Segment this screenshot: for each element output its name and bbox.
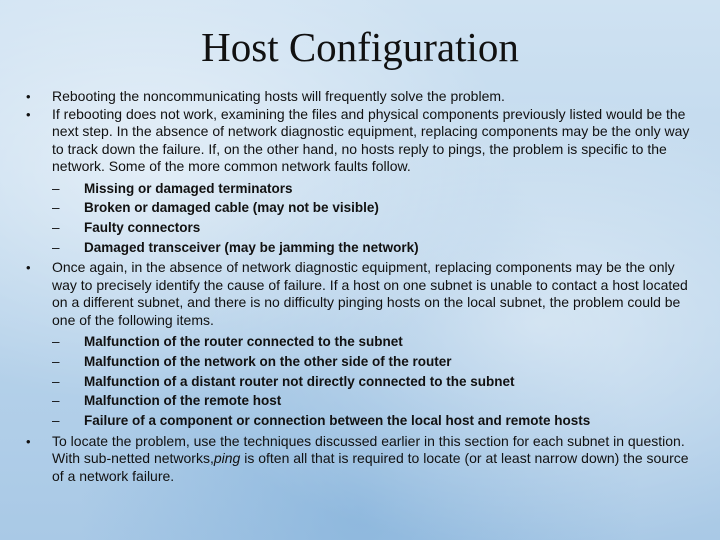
bullet-text: Rebooting the noncommunicating hosts will frequently solve the problem.: [52, 88, 505, 104]
sub-item-text: Malfunction of the network on the other side of the router: [84, 354, 452, 370]
bullet-marker: •: [26, 433, 31, 449]
sub-item: [22, 218, 692, 238]
bullet-text: If rebooting does not work, examining the files and physical components previously listed would be the next step. In the absence of network diagnostic equipment, replacing components may be the only way to track down the failure. If, on the other hand, no hosts reply to pings, the problem is specific to the network. Some of the more common network faults follow.: [52, 105, 690, 174]
sub-item: [22, 352, 692, 372]
bullet-marker: •: [26, 106, 31, 122]
bullet-marker: •: [26, 89, 31, 104]
sub-item-text: Malfunction of a distant router not directly connected to the subnet: [84, 373, 515, 389]
dash-marker: –: [52, 200, 60, 216]
sub-item-text: Malfunction of the remote host: [84, 393, 282, 409]
dash-marker: –: [52, 393, 60, 409]
slide-title: Host Configuration: [201, 24, 519, 70]
bullet-item: [22, 88, 692, 106]
sub-item: [22, 179, 692, 199]
sub-item-text: Faulty connectors: [84, 219, 201, 235]
sub-list: [22, 332, 692, 431]
sub-item: [22, 411, 692, 431]
dash-marker: –: [52, 354, 60, 370]
sub-item-text: Failure of a component or connection between the local host and remote hosts: [84, 413, 591, 429]
ping-command: ping: [213, 450, 241, 467]
bullet-text-part: is often all that is required to locate (or at least narrow down) the source of a network failure.: [52, 450, 689, 484]
bullet-text: [52, 433, 689, 484]
slide-content: [22, 88, 692, 485]
sub-item-text: Malfunction of the router connected to the subnet: [84, 334, 403, 350]
dash-marker: –: [52, 180, 60, 196]
sub-item: [22, 332, 692, 352]
sub-item-text: Missing or damaged terminators: [84, 180, 293, 196]
dash-marker: –: [52, 373, 60, 389]
sub-item: [22, 238, 692, 258]
bullet-item: [22, 106, 692, 176]
bullet-text-part: To locate the problem, use the techniques discussed earlier in this section for each subnet in question. With sub-netted networks,: [52, 432, 685, 467]
bullet-item: [22, 433, 692, 486]
dash-marker: –: [52, 239, 60, 255]
dash-marker: –: [52, 219, 60, 235]
sub-item-text: Broken or damaged cable (may not be visible): [84, 200, 379, 216]
dash-marker: –: [52, 334, 60, 350]
sub-item: [22, 391, 692, 411]
sub-item-text: Damaged transceiver (may be jamming the network): [84, 239, 419, 255]
sub-list: [22, 179, 692, 258]
sub-item: [22, 198, 692, 218]
sub-item: [22, 372, 692, 392]
bullet-text: Once again, in the absence of network diagnostic equipment, replacing components may be the only way to precisely identify the cause of failure. If a host on one subnet is unable to contact a host located on a different subnet, and there is no difficulty pinging hosts on the local subnet, the problem could be one of the following items.: [52, 259, 688, 328]
bullet-item: [22, 259, 692, 329]
bullet-marker: •: [26, 260, 31, 276]
dash-marker: –: [52, 413, 60, 429]
